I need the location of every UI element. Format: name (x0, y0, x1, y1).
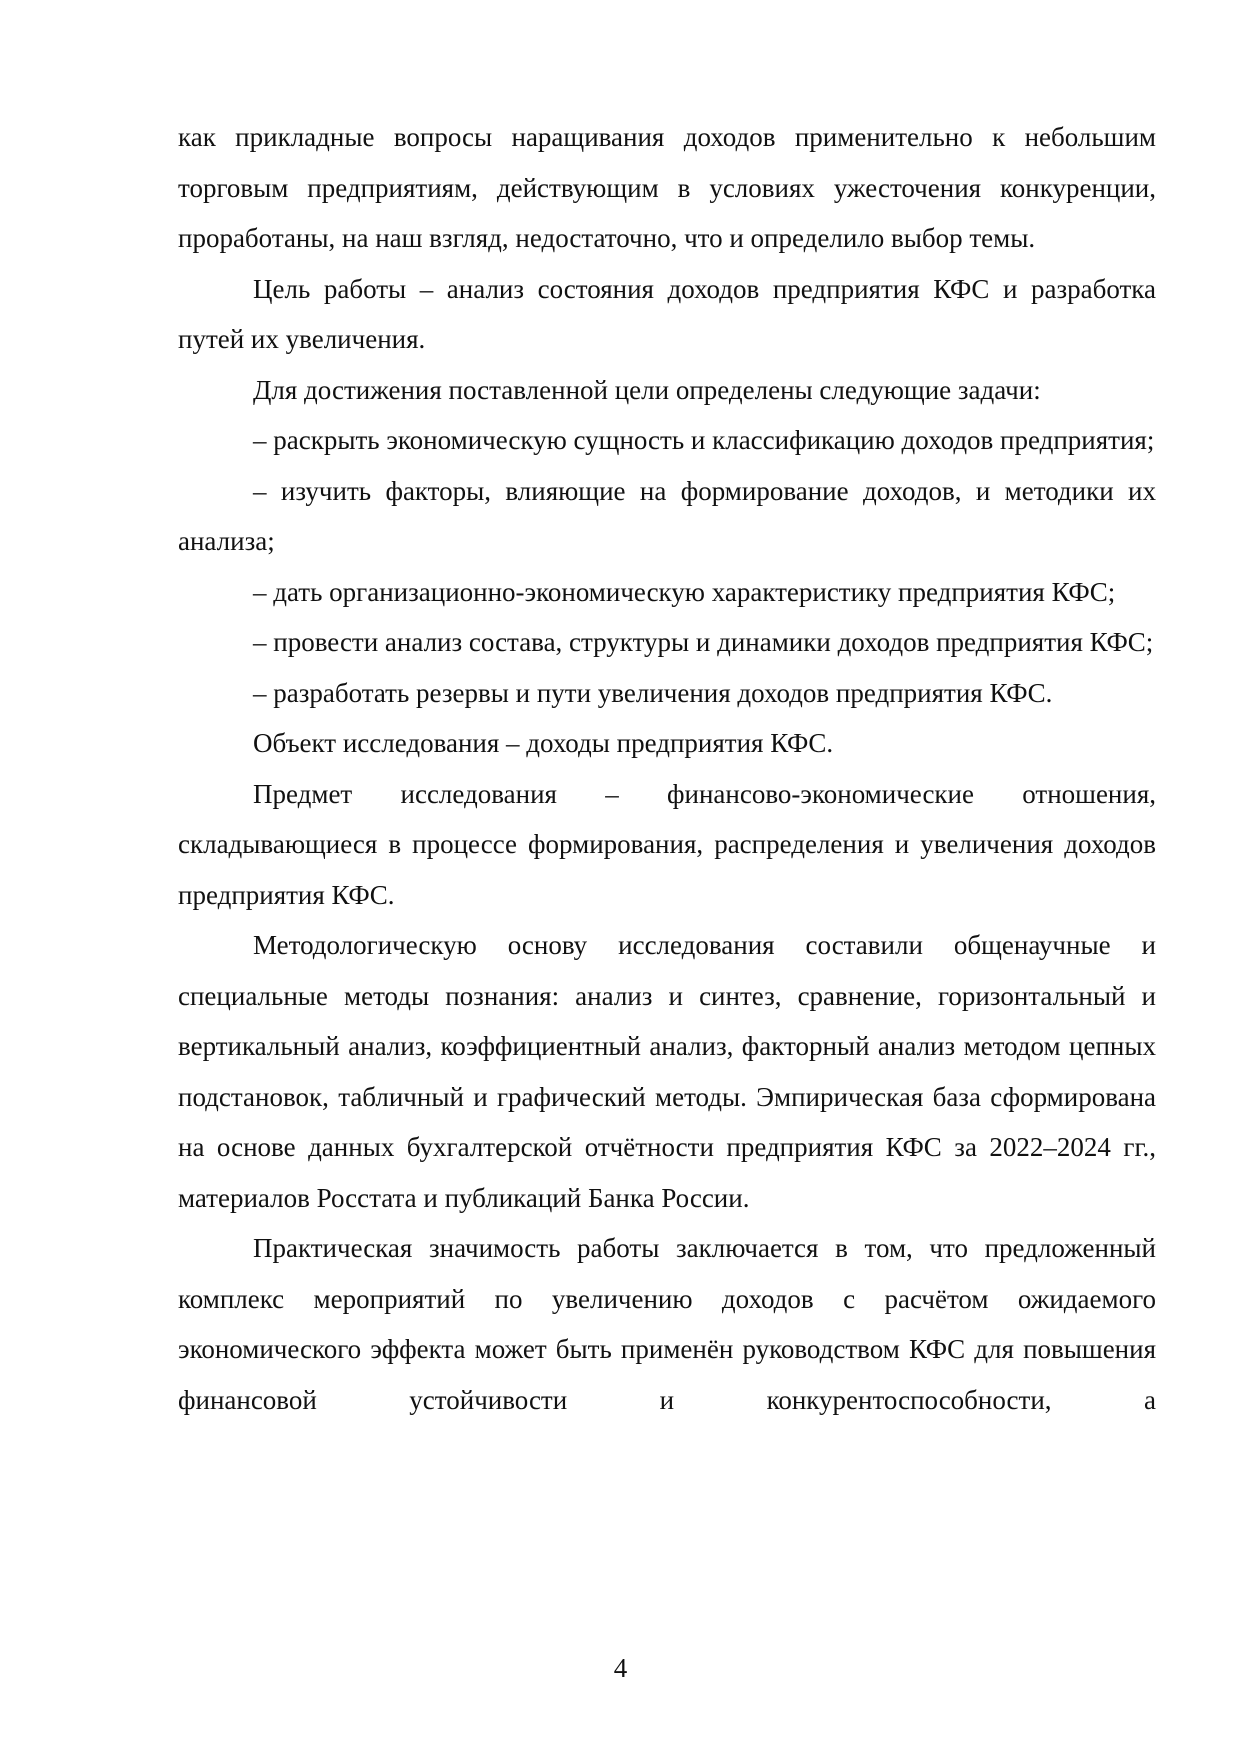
paragraph-topic-choice: как прикладные вопросы наращивания доходов применительно к небольшим торговым предприятиям, действующим в условиях ужесточения конкуренции, проработаны, на наш взгляд, недостаточно, что и определило выбор темы. (178, 122, 1156, 253)
list-item-task-3: – дать организационно-экономическую характеристику предприятия КФС; (253, 576, 1116, 607)
paragraph-object: Объект исследования – доходы предприятия КФС. (253, 728, 834, 758)
list-item-task-2: – изучить факторы, влияющие на формирование доходов, и методики их анализа; (178, 475, 1156, 556)
list-item-task-5: – разработать резервы и пути увеличения доходов предприятия КФС. (253, 677, 1053, 708)
paragraph-methodology: Методологическую основу исследования составили общенаучные и специальные методы познания: анализ и синтез, сравнение, горизонтальный и вертикальный анализ, коэффициентный анализ, факторный анализ методом цепных подстановок, табличный и графический методы. Эмпирическая база сформирована на основе данных бухгалтерской отчётности предприятия КФС за 2022–2024 гг., материалов Росстата и публикаций Банка России. (178, 930, 1156, 1213)
list-item-task-4: – провести анализ состава, структуры и динамики доходов предприятия КФС; (253, 627, 1154, 657)
paragraph-subject: Предмет исследования – финансово-экономические отношения, складывающиеся в процессе формирования, распределения и увеличения доходов предприятия КФС. (178, 778, 1156, 910)
paragraph-tasks-intro: Для достижения поставленной цели определены следующие задачи: (253, 374, 1041, 405)
paragraph-practical-significance: Практическая значимость работы заключается в том, что предложенный комплекс мероприятий по увеличению доходов с расчётом ожидаемого экономического эффекта может быть применён руководством КФС для повышения финансовой устойчивости и конкурентоспособности, а (178, 1233, 1156, 1415)
page-number: 4 (613, 1653, 628, 1683)
list-item-task-1: – раскрыть экономическую сущность и классификацию доходов предприятия; (253, 425, 1155, 455)
page-body (178, 112, 1156, 1425)
paragraph-goal: Цель работы – анализ состояния доходов предприятия КФС и разработка путей их увеличения. (178, 273, 1156, 354)
